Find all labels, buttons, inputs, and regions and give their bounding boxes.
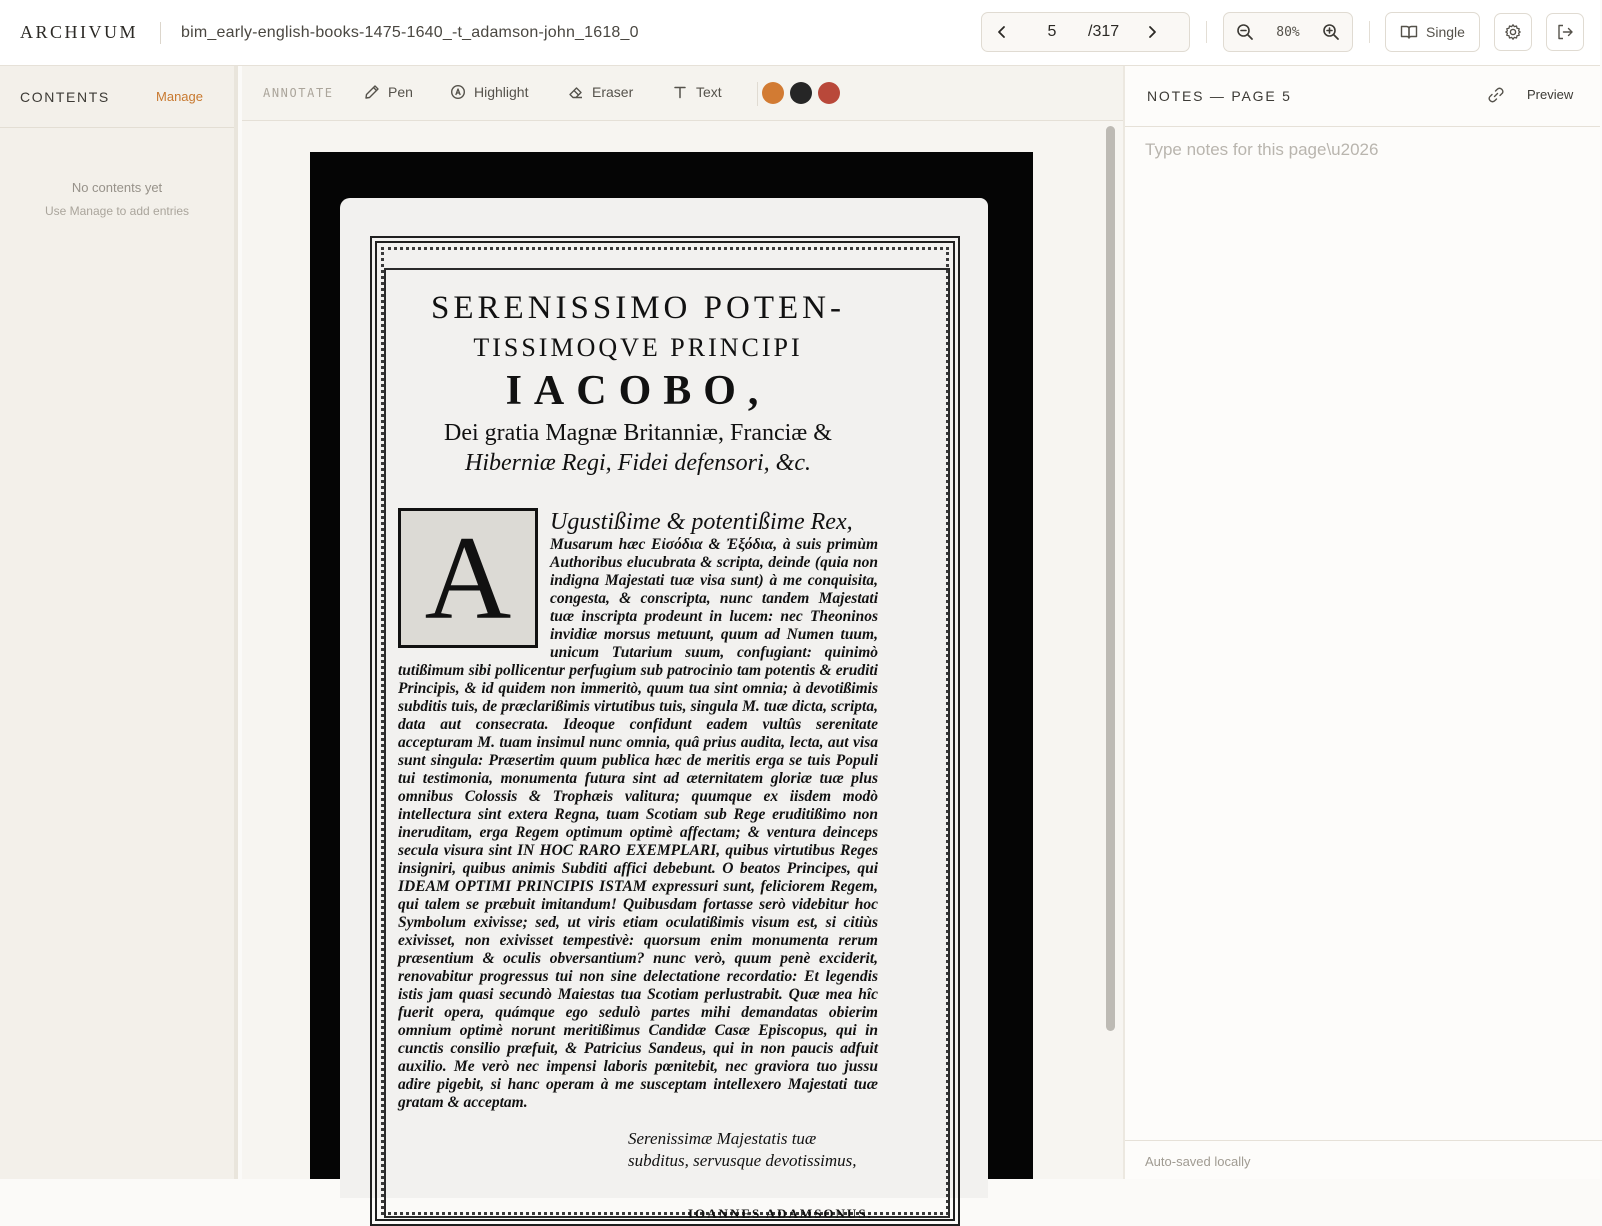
annotate-toolbar — [242, 66, 1123, 121]
scan-closing: Serenissimæ Majestatis tuæ subditus, servusque devotissimus, — [628, 1129, 857, 1170]
previous-page-button[interactable] — [982, 12, 1022, 52]
app-brand: ARCHIVUM — [20, 22, 139, 42]
scan-heading-2: TISSIMOQVE PRINCIPI — [473, 333, 803, 362]
notes-header — [1125, 66, 1600, 127]
autosave-status: Auto-saved locally — [1125, 1140, 1602, 1179]
contents-sidebar — [0, 66, 238, 1179]
scan-heading-1: SERENISSIMO POTEN- — [431, 290, 845, 326]
next-page-button[interactable] — [1132, 12, 1172, 52]
color-swatch-orange[interactable] — [762, 82, 784, 104]
scan-body-text: Musarum hæc Εἰσόδια & Ἐξόδια, à suis primùm Authoribus elucubrata & scripta, deinde (quia non indigna Majestati tuæ visa sunt) à me conquisita, congesta, & conscripta, nunc tandem Majestati tuæ inscripta prodeunt in lucem: nec Theoninos invidiæ morsus metuunt, quum ad Numen tuum, unicum Tutarium suum, confugiant: quinimò tutißimum sibi pollicentur perfugium sub patrocinio tam potentis & eruditi Principis, & id quidem non immeritò, quum tua sint omnia; à devotißimis subditis tuis, de præclarißimis virtutibus tuis, singula M. tuæ dicta, scripta, data aut consecrata. Ideoque confidunt eadem vultûs serenitate accepturam M. tuam insimul nunc omnia, quâ prius audita, lecta, aut visa sunt singula: Præsertim quum publica hæc de meritis erga se tuis Populi tui testimonia, monumenta futura sint ad æternitatem gloriæ tuæ plus omnibus Colossis & Trophæis valitura; quumque ex iisdem modò intellectura sint extera Regna, tuam Scotiam sub Rege eruditißimo non ineruditam, erga Regem optimum optimè affectam; & ventura deinceps secula visura sint IN HOC RARO EXEMPLARI, quibus virtutibus Reges insigniri, quibus animis Subditi affici debebunt. O beatos Principes, qui IDEAM OPTIMI PRINCIPIS ISTAM expressuri sunt, feliciorem Regem, qui talem se præbuit imitandum! Quibusdam fortasse serò videbitur hoc Symbolum exivisse; sed, ut viris etiam oculatißimis visum est, si citiùs exivisset, non exivisset tempestivè: quorsum enim monumenta rerum præsentium & oculis obversantium? nunc verò, quum penè exciderit, renovabitur progressus tui non sine delectatione recordatio: Et legendis istis jam quasi secundò Maiestas tua Scotiam perlustrabit. Quæ mea hîc fuerit opera, quámque ego sedulò partes mihi demandatas obierim omnium optimè norunt meritißimus Candidæ Casæ Episcopus, qui in cunctis consilio præfuit, & Patricius Sandeus, qui in non paucis adfuit auxilio. Me verò nec impensi laboris pœnitebit, nec graviora tuo jussu adire pigebit, si hanc operam à me susceptam intellexero Majestati tuæ gratam & acceptam. — [398, 536, 878, 1111]
zoom-out-button[interactable] — [1236, 23, 1254, 41]
color-swatch-black[interactable] — [790, 82, 812, 104]
link-button[interactable] — [1487, 86, 1505, 109]
preview-button[interactable]: Preview — [1527, 87, 1574, 102]
zoom-in-button[interactable] — [1322, 23, 1340, 41]
scan-heading-3: IACOBO, — [505, 368, 771, 414]
link-icon — [1487, 86, 1505, 104]
log-out-icon — [1556, 23, 1574, 41]
book-open-icon — [1400, 24, 1418, 40]
empty-state-subtitle: Use Manage to add entries — [44, 204, 190, 218]
pen-tool-label: Pen — [388, 84, 413, 100]
scanned-page-text — [398, 288, 878, 1222]
sidebar-header — [0, 66, 234, 128]
text-tool-label: Text — [696, 84, 722, 100]
scan-lead-line: Ugustißime & potentißime Rex, — [550, 509, 853, 535]
brand-divider — [160, 22, 161, 44]
page-navigator — [981, 12, 1190, 52]
view-mode-button[interactable] — [1385, 12, 1480, 52]
eraser-tool-button[interactable] — [568, 84, 633, 100]
notes-textarea[interactable] — [1145, 140, 1585, 1090]
zoom-out-icon — [1236, 23, 1254, 41]
zoom-control — [1223, 12, 1353, 52]
scanned-sheet — [340, 198, 988, 1221]
view-mode-label: Single — [1426, 24, 1465, 40]
settings-button[interactable] — [1494, 13, 1532, 51]
annotate-label: ANNOTATE — [263, 86, 334, 100]
contents-title: CONTENTS — [20, 88, 110, 105]
viewer-scrollbar-thumb[interactable] — [1106, 126, 1115, 1031]
notes-title: NOTES — PAGE 5 — [1147, 88, 1292, 104]
eraser-tool-label: Eraser — [592, 84, 634, 100]
notes-panel — [1123, 66, 1600, 1179]
highlight-tool-label: Highlight — [474, 84, 529, 100]
page-scan-image[interactable] — [310, 152, 1033, 1221]
toolbar-divider — [1369, 21, 1370, 43]
scan-signature: IOANNES ADAMSONUS. — [688, 1206, 873, 1221]
color-swatch-red[interactable] — [818, 82, 840, 104]
eraser-icon — [568, 84, 584, 100]
scan-body — [398, 508, 878, 1112]
empty-state-title: No contents yet — [71, 180, 163, 195]
chevron-left-icon — [994, 24, 1010, 40]
top-bar — [0, 0, 1600, 66]
highlight-icon — [450, 84, 466, 100]
zoom-level: 80% — [1276, 24, 1300, 40]
text-tool-button[interactable] — [672, 84, 722, 100]
pen-icon — [364, 84, 380, 100]
text-icon — [672, 84, 688, 100]
highlight-tool-button[interactable] — [450, 84, 528, 100]
tool-divider — [757, 82, 758, 106]
toolbar-divider — [1206, 21, 1207, 43]
page-total: /317 — [1088, 23, 1120, 40]
decorated-initial — [398, 508, 538, 648]
decorated-initial-letter: A — [424, 511, 512, 644]
document-title: bim_early-english-books-1475-1640_-t_adamson-john_1618_0 — [181, 23, 639, 41]
zoom-in-icon — [1322, 23, 1340, 41]
page-number-input[interactable]: 5 — [1047, 23, 1057, 40]
chevron-right-icon — [1144, 24, 1160, 40]
pen-tool-button[interactable] — [364, 84, 413, 100]
exit-button[interactable] — [1546, 13, 1584, 51]
scan-heading-5: Hiberniæ Regi, Fidei defensori, &c. — [465, 450, 811, 476]
manage-contents-link[interactable]: Manage — [156, 89, 203, 104]
gear-icon — [1504, 23, 1522, 41]
scan-heading-4: Dei gratia Magnæ Britanniæ, Franciæ & — [444, 420, 832, 446]
